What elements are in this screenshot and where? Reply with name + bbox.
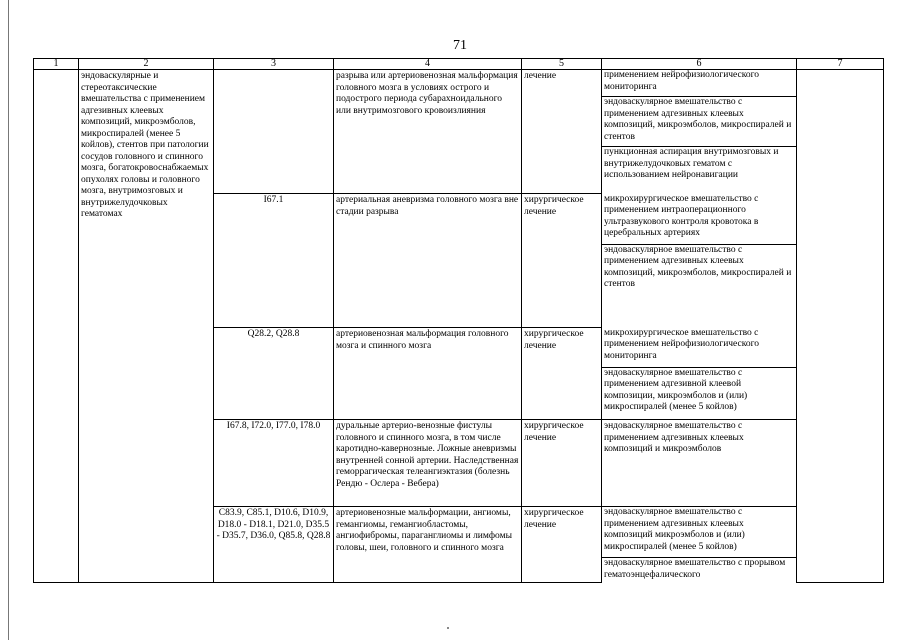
method-item: эндоваскулярное вмешательство с применением адгезивных клеевых композиций, микроэмболов, микроспиралей и стентов [602,97,796,147]
method-item: применением нейрофизиологического мониторинга [602,70,796,97]
icd-codes-cell: I67.8, I72.0, I77.0, I78.0 [214,420,334,507]
icd-codes-cell: I67.1 [214,194,334,328]
treatment-cell: хирургическое лечение [522,328,602,420]
methods-cell [602,328,797,420]
diagnosis-cell: дуральные артерио-венозные фистулы головного и спинного мозга, в том числе каротидно-кавернозные. Ложные аневризмы внутренней сонной артерии. Наследственная геморрагическая телеангиэктазия (болезнь Рендю - Ослера - Вебера) [334,420,522,507]
icd-codes-cell: C83.9, C85.1, D10.6, D10.9, D18.0 - D18.1, D21.0, D35.5 - D35.7, D36.0, Q85.8, Q28.8 [214,507,334,583]
methods-cell [602,507,797,583]
methods-cell [602,194,797,328]
method-item: эндоваскулярное вмешательство с прорывом гематоэнцефалического [604,558,786,580]
treatment-cell: хирургическое лечение [522,420,602,507]
treatment-cell: хирургическое лечение [522,507,602,583]
method-item: эндоваскулярное вмешательство с применением адгезивных клеевых композиций, микроэмболов, микроспиралей и стентов [604,244,792,289]
header-col-4: 4 [334,59,522,70]
intervention-type-cell: эндоваскулярные и стереотаксические вмешательства с применением адгезивных клеевых композиций, микроэмболов, микроспиралей (менее 5 койлов), стентов при патологии сосудов головного и спинного мозга, богатокровоснабжаемых опухолях головы и головного мозга, внутримозговых и внутрижелудочковых гематомах [79,70,214,583]
method-item: эндоваскулярное вмешательство с применением адгезивных клеевых композиций микроэмболов и (или) микроспиралей (менее 5 койлов) [602,507,796,558]
method-item: эндоваскулярное вмешательство с применением адгезивной клеевой композиции, микроэмболов и (или) микроспиралей (менее 5 койлов) [604,367,748,412]
header-col-5: 5 [522,59,602,70]
medical-procedures-table [33,58,884,583]
method-item: пункционная аспирация внутримозговых и внутрижелудочковых гематом с использованием нейронавигации [604,147,779,180]
diagnosis-cell: артериовенозная мальформация головного мозга и спинного мозга [334,328,522,420]
header-col-2: 2 [79,59,214,70]
methods-cell: эндоваскулярное вмешательство с применением адгезивных клеевых композиций и микроэмболов [602,420,797,507]
method-item: микрохирургическое вмешательство с применением нейрофизиологического мониторинга [602,328,796,368]
icd-codes-cell: Q28.2, Q28.8 [214,328,334,420]
page-margin-line [8,0,9,640]
treatment-cell: лечение [522,70,602,194]
header-col-7: 7 [797,59,884,70]
empty-col-7-cell [797,70,884,583]
icd-codes-cell [214,70,334,194]
diagnosis-cell: артериовенозные мальформации, ангиомы, гемангиомы, гемангиобластомы, ангиофибромы, параганглиомы и лимфомы головы, шеи, головного и спинного мозга [334,507,522,583]
method-item: микрохирургическое вмешательство с применением интраоперационного ультразвукового контроля кровотока в церебральных артериях [602,194,796,245]
treatment-cell: хирургическое лечение [522,194,602,328]
methods-cell [602,70,797,194]
table-row [34,70,884,194]
header-col-1: 1 [34,59,79,70]
page-number: 71 [453,38,467,53]
header-col-6: 6 [602,59,797,70]
diagnosis-cell: разрыва или артериовенозная мальформация головного мозга в условиях острого и подострого периода субарахноидального или внутримозгового кровоизлияния [334,70,522,194]
table-header-row [34,59,884,70]
header-col-3: 3 [214,59,334,70]
row-number-cell [34,70,79,583]
diagnosis-cell: артериальная аневризма головного мозга вне стадии разрыва [334,194,522,328]
scan-dot [447,627,449,629]
